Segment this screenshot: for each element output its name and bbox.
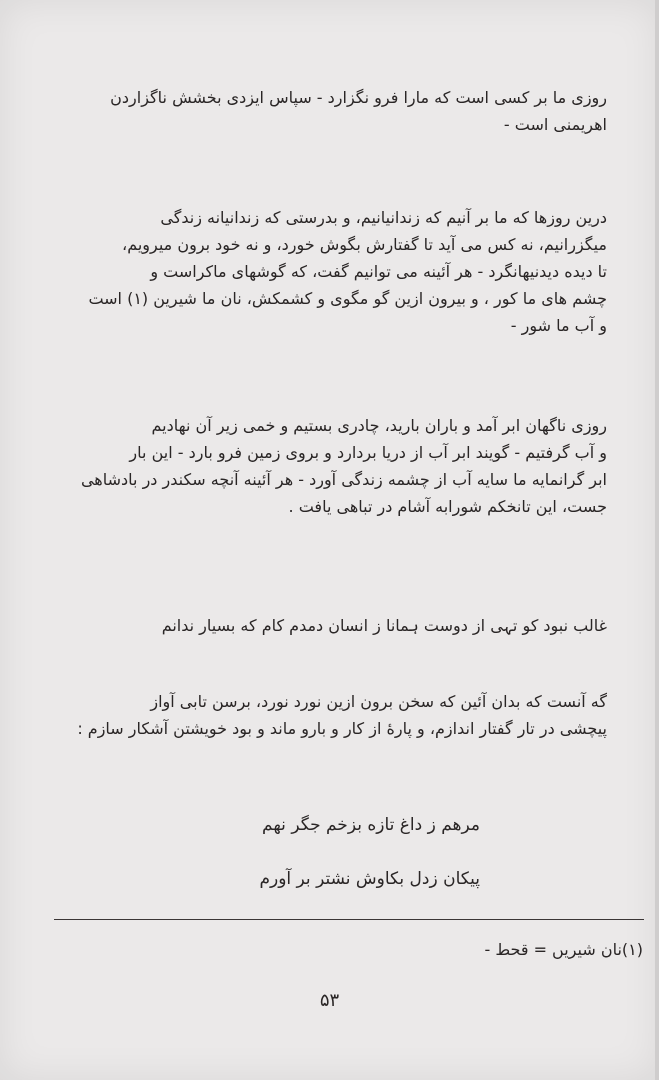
paragraph-5: [48, 688, 607, 742]
text-line: میگزرانیم، نه کس می آید تا گفتارش بگوش خورد، و نه خود برون میرویم،: [122, 235, 607, 254]
paragraph-1: [48, 84, 607, 138]
text-line: درین روزها که ما بر آنیم که زندانیانیم، و بدرستی که زندانیانه زندگی: [160, 208, 607, 227]
text-line: و آب گرفتیم - گویند ابر آب از دریا بردارد و بروی زمین فرو بارد - این بار: [129, 443, 607, 462]
verse-line-2: پیکان زدل بکاوش نشتر بر آورم: [259, 869, 480, 889]
text-line: غالب نبود کو تہی از دوست ہمانا ز انسان دمدم کام که بسیار ندانم: [161, 616, 607, 635]
text-line: تا دیده دیدنیهانگرد - هر آئینه می توانیم گفت، که گوشهای ماکراست و: [150, 262, 607, 281]
footnote: (۱)نان شیریں = قحط -: [484, 940, 643, 959]
paragraph-couplet: [48, 612, 607, 639]
paragraph-3: [48, 412, 607, 520]
text-line: روزی ما بر کسی است که مارا فرو نگزارد - سپاس ایزدی بخشش ناگزاردن: [110, 88, 607, 107]
footnote-divider: [54, 919, 644, 920]
text-line: چشم های ما کور ، و بیرون ازین گو مگوی و کشمکش، نان ما شیرین (۱) است: [88, 289, 607, 308]
text-line: پیچشی در تار گفتار اندازم، و پارهٔ از کار و بارو ماند و بود خویشتن آشکار سازم :: [77, 719, 607, 738]
text-line: اهریمنی است -: [503, 115, 607, 134]
text-line: جست، این تانخکم شورابه آشام در تباهی یافت .: [288, 497, 607, 516]
page-edge: [655, 0, 659, 1080]
text-line: ابر گرانمایه ما سایه آب از چشمه زندگی آورد - هر آئینه آنچه سکندر در بادشاهی: [80, 470, 607, 489]
text-line: گه آنست که بدان آئین که سخن برون ازین نورد نورد، برسن تابی آواز: [150, 692, 607, 711]
paragraph-2: [48, 204, 607, 339]
page-number: ۵۳: [319, 990, 340, 1011]
text-line: و آب ما شور -: [510, 316, 607, 335]
verse-line-1: مرهم ز داغ تازه بزخم جگر نهم: [262, 815, 480, 835]
text-line: روزی ناگهان ابر آمد و باران بارید، چادری بستیم و خمی زیر آن نهادیم: [151, 416, 607, 435]
